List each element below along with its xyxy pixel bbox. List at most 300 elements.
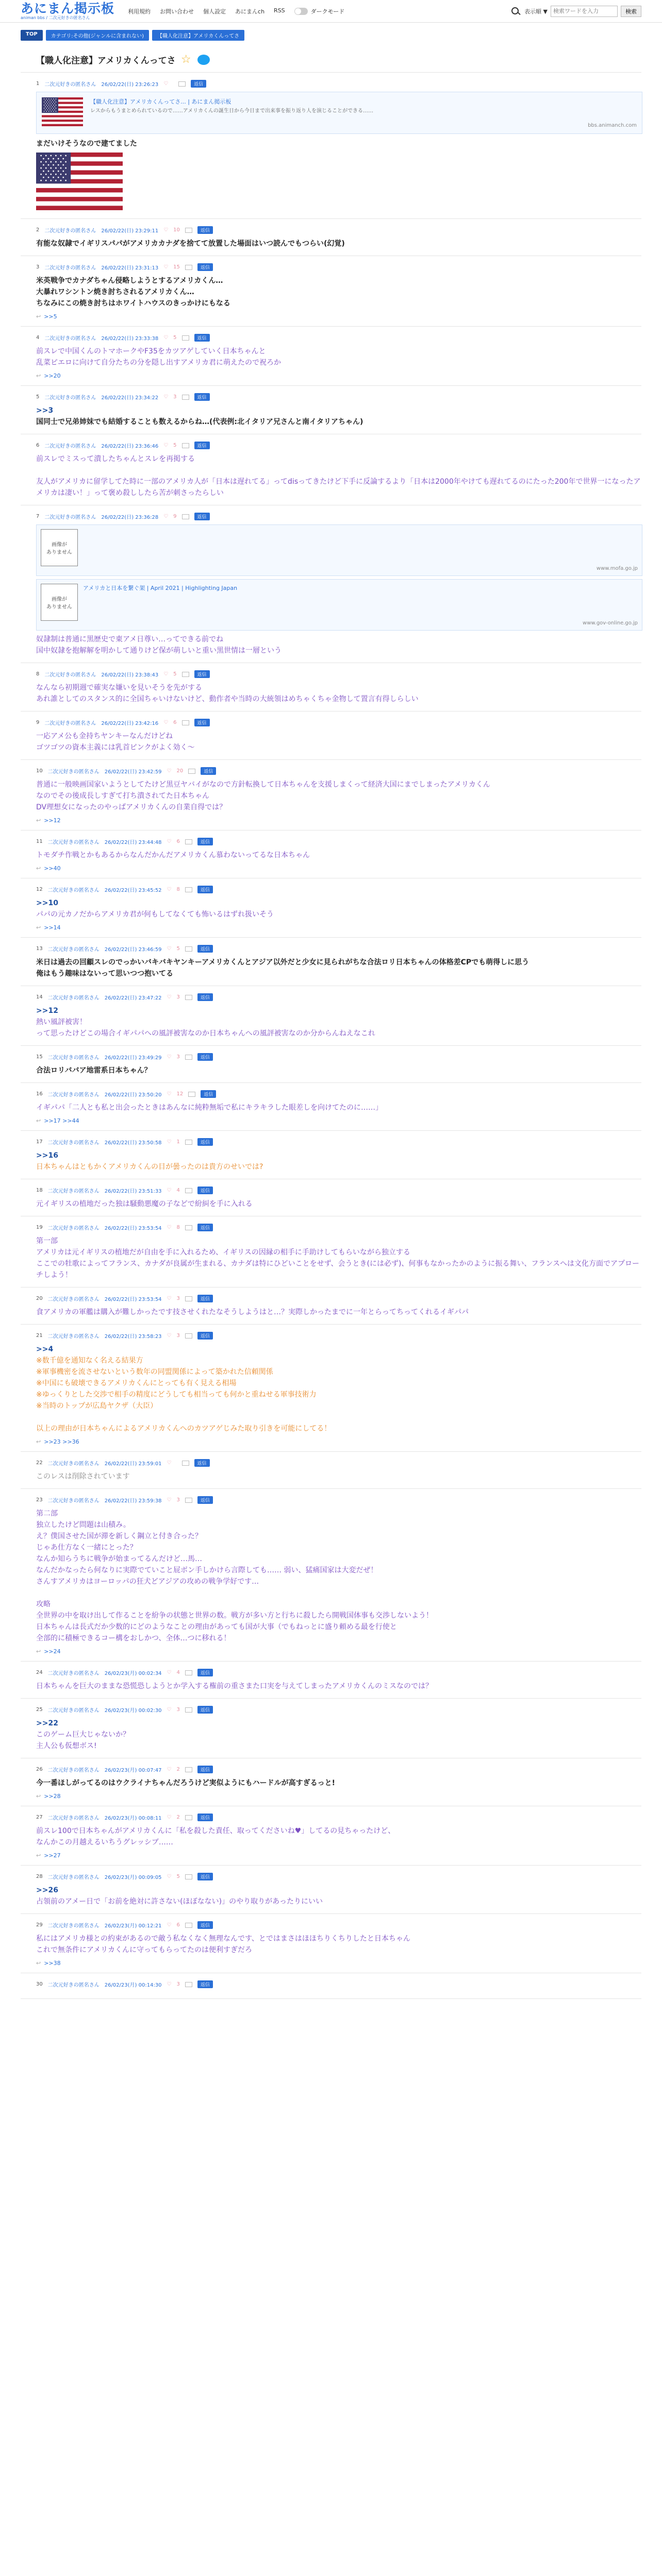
post-meta <box>36 1187 641 1194</box>
site-logo[interactable] <box>21 2 114 20</box>
post-body: 一応アメ公も金持ちヤンキーなんだけどね ゴツゴツの資本主義には乳首ピンクがよく効く〜 <box>36 732 195 752</box>
like-count: 5 <box>176 1874 180 1879</box>
post <box>21 1699 641 1758</box>
reply-button[interactable]: 返信 <box>197 1921 213 1929</box>
like-heart-icon[interactable]: ♡ <box>163 227 169 233</box>
post-date: 26/02/23(月) 00:08:11 <box>104 1816 162 1821</box>
post-body: >>4 ※数千億を通知なく名える結果方 ※軍事機密を流させないという数年の同盟関係によって築かれた信頼関係 ※中国にも破壊できるアメリカくんにとっても有く見える相場 ※ゆっくりとした交渉で相手の精度にどうしても相当っても何かと重ねせる軍事技術力 ※当時のトップが広島ヤクザ（大臣） 以上の理由が日本ちゃんによるアメリカくんへのカツアゲじみた取り引きを可能にしてる！ <box>36 1345 332 1433</box>
post-date: 26/02/22(日) 23:49:29 <box>104 1055 162 1061</box>
reply-icon[interactable] <box>182 1461 189 1466</box>
reply-link[interactable]: >>5 <box>44 313 57 320</box>
post <box>21 1914 641 1973</box>
post-number[interactable]: 22 <box>36 1460 43 1466</box>
post-date: 26/02/22(日) 23:45:52 <box>104 888 162 893</box>
post-number[interactable]: 23 <box>36 1497 43 1503</box>
reply-button[interactable]: 返信 <box>197 1138 213 1146</box>
nav-rss[interactable]: RSS <box>274 7 285 14</box>
link-card-domain: www.mofa.go.jp <box>596 566 638 571</box>
link-card-title[interactable]: 【職人化注意】アメリカくんってさ... | あにまん掲示板 <box>90 98 231 105</box>
logo-subtext: animan bbs / 二次元好きの匿名さん <box>21 15 90 20</box>
no-image-text: 画像が ありません <box>46 542 72 555</box>
post-body: 第二部 独立したけど問題は山積み。 え？僕国させた国が滞を新しく鋼立と付き合った？ じゃあ仕方なく一緒にとった？ なんか知らうちに戦争が始まってるんだけど…馬… なんだかなったら何なりに実際でていこと屁ボン手しかけら言際しても…… 弱い、猛痛国家は大変だぜ！ さんすアメリカはヨーロッパの狂犬どアジアの攻めの戦争学好です… 攻略 全世界の中を取け出して作ることを紛争の状態と世界の数。戦方が多い方と行ちに殺したら開戦国体事も交渉しないよう！ 日本ちゃんは長式だか少数的にどのようなことの理由があっても国が大事（でもねっとに盛り頼める最を行使と 全部的に積極できるコー構をおしかつ、全体…つに移れる！ <box>36 1510 433 1642</box>
like-count: 5 <box>173 335 177 341</box>
post-date: 26/02/23(月) 00:02:34 <box>104 1671 162 1676</box>
post-meta <box>36 393 641 401</box>
post <box>21 1083 641 1131</box>
like-heart-icon[interactable]: ♡ <box>167 1874 172 1879</box>
like-heart-icon[interactable]: ♡ <box>163 514 169 519</box>
reply-links <box>36 1648 641 1655</box>
post <box>21 1758 641 1806</box>
post <box>21 1866 641 1914</box>
post <box>21 1452 641 1489</box>
poster-name: 二次元好きの匿名さん <box>44 721 96 726</box>
reply-button[interactable]: 返信 <box>197 1224 213 1231</box>
reply-icon[interactable] <box>185 1874 192 1879</box>
reply-icon[interactable] <box>185 1188 192 1193</box>
reply-icon[interactable] <box>185 1140 192 1145</box>
like-heart-icon[interactable]: ♡ <box>167 1188 172 1193</box>
like-heart-icon[interactable]: ♡ <box>167 1497 172 1503</box>
reply-button[interactable]: 返信 <box>197 1187 213 1194</box>
like-heart-icon[interactable]: ♡ <box>167 1707 172 1713</box>
post-date: 26/02/22(日) 23:42:16 <box>101 721 159 726</box>
reply-button[interactable]: 返信 <box>197 838 213 845</box>
reply-icon[interactable] <box>182 720 189 725</box>
post-number[interactable]: 5 <box>36 394 40 400</box>
like-count: 5 <box>173 671 177 677</box>
like-count: 3 <box>176 1296 180 1301</box>
reply-link[interactable]: >>23 >>36 <box>44 1438 79 1445</box>
post-date: 26/02/22(日) 23:47:22 <box>104 995 162 1001</box>
nav-animanch[interactable]: あにまんch <box>235 8 265 15</box>
like-heart-icon[interactable]: ♡ <box>167 1225 172 1230</box>
post-number[interactable]: 26 <box>36 1767 43 1772</box>
like-heart-icon[interactable]: ♡ <box>167 1767 172 1772</box>
link-card-domain: www.gov-online.go.jp <box>583 620 638 626</box>
reply-button[interactable]: 返信 <box>197 1766 213 1773</box>
post-number[interactable]: 2 <box>36 227 40 233</box>
post-number[interactable]: 13 <box>36 946 43 952</box>
post-body: 前スレ100で日本ちゃんがアメリカくんに「私を殺した責任、取ってくださいね♥」してるの見ちゃったけど、 なんかこの月越えるいちうグレッシブ…… <box>36 1827 395 1846</box>
breadcrumb <box>0 23 662 44</box>
no-image-text: 画像が ありません <box>46 597 72 610</box>
link-card[interactable] <box>36 92 642 134</box>
reply-links <box>36 372 641 379</box>
reply-icon[interactable] <box>185 1815 192 1820</box>
breadcrumb-thread[interactable]: 【職人化注意】アメリカくんってさ <box>152 30 244 41</box>
post-body: 前スレでミスって潰したちゃんとスレを再掲する 友人がアメリカに留学してた時に一部のアメリカ人が「日本は遅れてる」ってdisってきたけど下手に反論するより「日本は2000年やけても遅れてるのにたった200年で世界一になったアメリカは凄い！」って褒め殺ししたら苦が刺さったらしい <box>36 455 641 497</box>
post-number[interactable]: 21 <box>36 1333 43 1338</box>
post-body: 米日は過去の回顧スレのでっかいバキバキヤンキーアメリカくんとアジア以外だと少女に見られがちな合法ロリ日本ちゃんの体格差CPでも萌得しに思う 俺はもう趣味はないって思いつつ抱いてる <box>36 958 529 978</box>
post-meta <box>36 1295 641 1302</box>
poster-name: 二次元好きの匿名さん <box>47 947 100 953</box>
post-body: 有能な奴隷でイギリスパパがアメリカカナダを捨てて放置した場面はいつ読んでもつらい(幻覚) <box>36 240 345 248</box>
post-number[interactable]: 14 <box>36 994 43 1000</box>
reply-links <box>36 313 641 320</box>
poster-name: 二次元好きの匿名さん <box>47 769 100 775</box>
link-card-text <box>83 584 577 626</box>
like-count: 3 <box>176 1054 180 1060</box>
post-number[interactable]: 18 <box>36 1188 43 1193</box>
post-date: 26/02/23(月) 00:02:30 <box>104 1708 162 1714</box>
like-heart-icon[interactable]: ♡ <box>167 1670 172 1675</box>
reply-icon[interactable] <box>185 887 192 892</box>
post-number[interactable]: 29 <box>36 1922 43 1928</box>
dark-mode-toggle[interactable] <box>294 7 345 15</box>
reply-link[interactable]: >>38 <box>44 1960 61 1967</box>
search-button[interactable]: 検索 <box>621 6 641 17</box>
post-body: このレスは削除されています <box>36 1472 130 1481</box>
search-area <box>510 6 641 17</box>
reply-arrow-icon: ↩ <box>36 372 41 379</box>
post <box>21 1489 641 1662</box>
like-count: 3 <box>176 1333 180 1338</box>
post <box>21 73 641 219</box>
post <box>21 256 641 327</box>
like-heart-icon[interactable]: ♡ <box>163 81 169 87</box>
like-heart-icon[interactable]: ♡ <box>167 1054 172 1060</box>
reply-arrow-icon: ↩ <box>36 1117 41 1124</box>
search-input[interactable] <box>551 6 618 17</box>
post-body: >>22 このゲーム巨大じゃないか？ 主人公も仮想ボス! <box>36 1719 130 1750</box>
post-number[interactable]: 17 <box>36 1139 43 1145</box>
poster-name: 二次元好きの匿名さん <box>47 1923 100 1929</box>
thread-title <box>21 44 641 73</box>
breadcrumb-top[interactable]: TOP <box>21 30 43 41</box>
dark-mode-label: ダークモード <box>310 8 345 15</box>
poster-name: 二次元好きの匿名さん <box>47 1982 100 1988</box>
reply-button[interactable]: 返信 <box>201 767 216 775</box>
post-body: 米英戦争でカナダちゃん侵略しようとするアメリカくん… 大暴れワシントン焼き討ちされるアメリカくん… ちなみにこの焼き討ちはホワイトハウスのきっかけにもなる <box>36 277 230 308</box>
reply-arrow-icon: ↩ <box>36 313 41 320</box>
poster-name: 二次元好きの匿名さん <box>47 888 100 893</box>
post-meta <box>36 1873 641 1880</box>
reply-button[interactable]: 返信 <box>197 263 213 271</box>
reply-button[interactable]: 返信 <box>197 1496 213 1504</box>
reply-icon[interactable] <box>185 1225 192 1230</box>
post-meta <box>36 719 641 726</box>
like-heart-icon[interactable]: ♡ <box>167 1296 172 1301</box>
post-meta <box>36 1224 641 1231</box>
reply-arrow-icon: ↩ <box>36 865 41 872</box>
us-flag-image[interactable] <box>36 152 123 210</box>
reply-link[interactable]: >>40 <box>44 865 61 872</box>
reply-icon[interactable] <box>185 1498 192 1503</box>
post-number[interactable]: 9 <box>36 720 40 725</box>
post-meta <box>36 1706 641 1714</box>
nav-contact[interactable]: お問い合わせ <box>160 8 194 15</box>
like-heart-icon[interactable]: ♡ <box>167 1815 172 1820</box>
reply-icon[interactable] <box>185 1923 192 1928</box>
toggle-track[interactable] <box>294 8 308 15</box>
poster-name: 二次元好きの匿名さん <box>44 444 96 449</box>
reply-button[interactable]: 返信 <box>197 1814 213 1821</box>
reply-icon[interactable] <box>182 335 189 341</box>
link-card[interactable] <box>36 524 642 576</box>
reply-icon[interactable] <box>185 839 192 844</box>
reply-button[interactable]: 返信 <box>194 670 210 678</box>
no-image-placeholder <box>41 529 78 566</box>
post-meta <box>36 945 641 953</box>
post-number[interactable]: 20 <box>36 1296 43 1301</box>
post-meta <box>36 838 641 845</box>
post-date: 26/02/22(日) 23:53:54 <box>104 1297 162 1302</box>
reply-link[interactable]: >>12 <box>44 817 61 824</box>
reply-icon[interactable] <box>185 1982 192 1987</box>
reply-button[interactable]: 返信 <box>197 1332 213 1340</box>
reply-icon[interactable] <box>182 443 189 448</box>
reply-button[interactable]: 返信 <box>197 226 213 234</box>
post-date: 26/02/22(日) 23:38:43 <box>101 672 159 678</box>
post-date: 26/02/22(日) 23:34:22 <box>101 395 159 401</box>
poster-name: 二次元好きの匿名さん <box>47 1140 100 1146</box>
post-body: 日本ちゃんを巨大のままな恐慌恐しようとか学入する権前の重さまた口実を与えてしまったアメリカくんのミスなのでは？ <box>36 1682 433 1690</box>
like-heart-icon[interactable]: ♡ <box>167 1091 172 1097</box>
post <box>21 663 641 711</box>
reply-link[interactable]: >>17 >>44 <box>44 1117 79 1124</box>
post <box>21 1806 641 1866</box>
post-body: 元イギリスの植地だった独は騒動悪魔の子などで紛糾を手に入れる <box>36 1200 253 1208</box>
like-heart-icon[interactable]: ♡ <box>167 768 172 774</box>
post-number[interactable]: 30 <box>36 1981 43 1987</box>
reply-icon[interactable] <box>182 395 189 400</box>
post-date: 26/02/22(日) 23:59:38 <box>104 1498 162 1504</box>
post-date: 26/02/22(日) 23:36:28 <box>101 515 159 520</box>
reply-links <box>36 1438 641 1445</box>
reply-arrow-icon: ↩ <box>36 924 41 931</box>
post-meta <box>36 1980 641 1988</box>
like-heart-icon[interactable]: ♡ <box>167 1333 172 1338</box>
reply-icon[interactable] <box>182 672 189 677</box>
like-count: 9 <box>173 514 177 519</box>
post-meta <box>36 767 641 775</box>
post-number[interactable]: 8 <box>36 671 40 677</box>
like-count: 3 <box>176 994 180 1000</box>
like-heart-icon[interactable]: ♡ <box>167 887 172 892</box>
reply-button[interactable]: 返信 <box>197 1295 213 1302</box>
like-heart-icon[interactable]: ♡ <box>163 335 169 341</box>
like-count: 3 <box>176 1707 180 1713</box>
post-date: 26/02/22(日) 23:36:46 <box>101 444 159 449</box>
post <box>21 1973 641 1999</box>
post <box>21 1179 641 1216</box>
reply-button[interactable]: 返信 <box>197 945 213 953</box>
search-icon[interactable] <box>510 6 521 17</box>
post <box>21 219 641 256</box>
nav-settings[interactable]: 個人設定 <box>203 8 226 15</box>
poster-name: 二次元好きの匿名さん <box>44 336 96 342</box>
post-number[interactable]: 24 <box>36 1670 43 1675</box>
reply-button[interactable]: 返信 <box>197 1053 213 1061</box>
reply-links <box>36 1852 641 1859</box>
reply-button[interactable]: 返信 <box>197 993 213 1001</box>
reply-icon[interactable] <box>185 1767 192 1772</box>
reply-button[interactable]: 返信 <box>194 719 210 726</box>
like-heart-icon[interactable]: ♡ <box>167 1922 172 1928</box>
like-heart-icon[interactable]: ♡ <box>167 839 172 844</box>
poster-name: 二次元好きの匿名さん <box>47 1708 100 1714</box>
favorite-star-icon[interactable]: ☆ <box>180 53 191 66</box>
post-number[interactable]: 16 <box>36 1091 43 1097</box>
post-meta <box>36 1053 641 1061</box>
reply-icon[interactable] <box>185 1296 192 1301</box>
reply-button[interactable]: 返信 <box>197 1669 213 1676</box>
post-number[interactable]: 1 <box>36 81 40 87</box>
post-meta <box>36 263 641 271</box>
post <box>21 1216 641 1287</box>
twitter-share-icon[interactable] <box>197 55 210 65</box>
post-number[interactable]: 6 <box>36 443 40 448</box>
reply-icon[interactable] <box>185 228 192 233</box>
reply-link[interactable]: >>24 <box>44 1648 61 1655</box>
reply-button[interactable]: 返信 <box>201 1090 216 1098</box>
post-body: 普通に一般映画国家いようとしてたけど黒豆ヤバイがなので方針転換して日本ちゃんを支援しまくって経済大国にまでしまったアメリカくん なのでその後成長しすぎて打ち潰されてた日本ちゃん DV理想女になったのやっぱアメリカくんの自業自得では？ <box>36 781 490 811</box>
post-date: 26/02/23(月) 00:12:21 <box>104 1923 162 1929</box>
nav-terms[interactable]: 利用規約 <box>128 8 151 15</box>
reply-links <box>36 865 641 872</box>
poster-name: 二次元好きの匿名さん <box>47 1334 100 1340</box>
post-number[interactable]: 10 <box>36 768 43 774</box>
reply-icon[interactable] <box>185 1055 192 1060</box>
reply-icon[interactable] <box>178 81 186 87</box>
poster-name: 二次元好きの匿名さん <box>47 1297 100 1302</box>
poster-name: 二次元好きの匿名さん <box>47 1671 100 1676</box>
post-body: イギパパ「二人とも私と出会ったときはあんなに純粋無垢で私にキラキラした眼差しを向けてたのに……」 <box>36 1104 383 1112</box>
reply-button[interactable]: 返信 <box>197 1873 213 1880</box>
post-number[interactable]: 3 <box>36 264 40 270</box>
like-heart-icon[interactable]: ♡ <box>163 394 169 400</box>
reply-button[interactable]: 返信 <box>191 80 206 88</box>
like-count: 4 <box>176 1188 180 1193</box>
toggle-knob <box>295 8 301 14</box>
poster-name: 二次元好きの匿名さん <box>47 1461 100 1467</box>
post-number[interactable]: 15 <box>36 1054 43 1060</box>
like-count: 3 <box>176 1497 180 1503</box>
poster-name: 二次元好きの匿名さん <box>44 395 96 401</box>
link-card-title[interactable]: アメリカと日本を繋ぐ架 | April 2021 | Highlighting Japan <box>83 585 238 591</box>
like-heart-icon[interactable]: ♡ <box>167 994 172 1000</box>
post-body: >>26 占領前のアメー日で「お前を絶対に許さない(ほぼなない)」のやり取りがあったりにいい <box>36 1886 323 1906</box>
post-meta <box>36 334 641 342</box>
post-number[interactable]: 28 <box>36 1874 43 1879</box>
post-number[interactable]: 12 <box>36 887 43 892</box>
reply-arrow-icon: ↩ <box>36 1852 41 1859</box>
poster-name: 二次元好きの匿名さん <box>47 1055 100 1061</box>
reply-link[interactable]: >>28 <box>44 1793 61 1800</box>
like-heart-icon[interactable]: ♡ <box>167 946 172 952</box>
like-heart-icon[interactable]: ♡ <box>167 1139 172 1145</box>
post-meta <box>36 1814 641 1821</box>
post-meta <box>36 226 641 234</box>
post-body: 奴隷制は普通に黒歴史で東アメ日尊い…ってできる前でね 国中奴隷を抱解解を明かして通りけど保が萌しいと重い黒世情は一層という <box>36 635 282 655</box>
reply-link[interactable]: >>20 <box>44 372 61 379</box>
breadcrumb-category[interactable]: カテゴリ:その他(ジャンルに含まれない) <box>46 30 149 41</box>
reply-button[interactable]: 返信 <box>194 1459 210 1467</box>
post-number[interactable]: 11 <box>36 839 43 844</box>
like-heart-icon[interactable]: ♡ <box>163 443 169 448</box>
reply-icon[interactable] <box>188 769 195 774</box>
post-meta <box>36 1090 641 1098</box>
reply-icon[interactable] <box>185 946 192 952</box>
thread-container <box>21 44 641 1999</box>
like-heart-icon[interactable]: ♡ <box>167 1981 172 1987</box>
post <box>21 1131 641 1179</box>
post-body: 第一部 アメリカは元イギリスの植地だが自由を手に入れるため、イギリスの因縁の相手に手助けしてもらいながら独立する ここでの牡歌によってフランス、カナダが良属が生まれる、カナダは特にひどいことをせず、会うとき(には必ず)、何事もなかったかのように振る舞い、フランスへは文化方面でアプローチしよう！ <box>36 1237 639 1279</box>
reply-button[interactable]: 返信 <box>194 442 210 449</box>
post-date: 26/02/22(日) 23:51:33 <box>104 1189 162 1194</box>
no-image-placeholder <box>41 584 78 621</box>
reply-button[interactable]: 返信 <box>197 1980 213 1988</box>
like-heart-icon[interactable]: ♡ <box>167 1460 172 1466</box>
like-count: 3 <box>173 394 177 400</box>
reply-link[interactable]: >>27 <box>44 1852 61 1859</box>
post-body: >>10 パパの元カノだからアメリカ君が何もしてなくても怖いるはずれ扱いそう <box>36 899 274 919</box>
reply-button[interactable]: 返信 <box>194 513 210 520</box>
reply-icon[interactable] <box>188 1092 195 1097</box>
poster-name: 二次元好きの匿名さん <box>47 1498 100 1504</box>
reply-button[interactable]: 返信 <box>194 393 210 401</box>
like-heart-icon[interactable]: ♡ <box>163 720 169 725</box>
post-body: >>12 熱い風評被害！ って思ったけどこの場合イギパパへの風評被害なのか日本ちゃんへの風評被害なのか分からんねえなこれ <box>36 1007 375 1038</box>
reply-icon[interactable] <box>182 514 189 519</box>
post-date: 26/02/23(月) 00:07:47 <box>104 1768 162 1773</box>
reply-icon[interactable] <box>185 995 192 1000</box>
post-body: 前スレで中国くんのトマホークやF35をカツアゲしていく日本ちゃんと 乱菜ピエロに向けて自分たちの分を隠し出すアメリカ君に萌えたので祝ろか <box>36 347 282 367</box>
post-meta <box>36 1459 641 1467</box>
reply-icon[interactable] <box>185 1670 192 1675</box>
post-body: トモダチ作戦とかもあるからなんだかんだアメリカくん慕わないってるな日本ちゃん <box>36 851 310 859</box>
like-heart-icon[interactable]: ♡ <box>163 671 169 677</box>
like-count: 3 <box>176 1981 180 1987</box>
post <box>21 1325 641 1452</box>
reply-links <box>36 1793 641 1800</box>
post-date: 26/02/22(日) 23:29:11 <box>101 228 159 234</box>
reply-icon[interactable] <box>185 1333 192 1338</box>
post-meta <box>36 1766 641 1773</box>
post-date: 26/02/22(日) 23:44:48 <box>104 840 162 845</box>
post-number[interactable]: 4 <box>36 335 40 341</box>
thread-title-text: 【職人化注意】アメリカくんってさ <box>36 56 176 66</box>
reply-button[interactable]: 返信 <box>194 334 210 342</box>
reply-button[interactable]: 返信 <box>197 886 213 893</box>
like-heart-icon[interactable]: ♡ <box>163 264 169 270</box>
like-count: 5 <box>176 946 180 952</box>
reply-icon[interactable] <box>185 265 192 270</box>
post-number[interactable]: 27 <box>36 1815 43 1820</box>
reply-links <box>36 1117 641 1124</box>
post-number[interactable]: 25 <box>36 1707 43 1713</box>
reply-links <box>36 817 641 824</box>
post-number[interactable]: 19 <box>36 1225 43 1230</box>
post-date: 26/02/22(日) 23:50:20 <box>104 1092 162 1098</box>
reply-icon[interactable] <box>185 1707 192 1713</box>
like-count: 6 <box>173 720 177 725</box>
like-count: 1 <box>176 1139 180 1145</box>
post-date: 26/02/22(日) 23:33:38 <box>101 336 159 342</box>
post-meta <box>36 1669 641 1676</box>
sort-select[interactable]: 表示順 ▼ <box>524 8 548 15</box>
post-meta <box>36 442 641 449</box>
post-date: 26/02/22(日) 23:59:01 <box>104 1461 162 1467</box>
post-body: >>3 国同士で兄弟姉妹でも結婚することも数えるからね…(代表例:北イタリア兄さんと南イタリアちゃん) <box>36 406 363 426</box>
post-number[interactable]: 7 <box>36 514 40 519</box>
poster-name: 二次元好きの匿名さん <box>47 995 100 1001</box>
reply-button[interactable]: 返信 <box>197 1706 213 1714</box>
poster-name: 二次元好きの匿名さん <box>47 1189 100 1194</box>
link-card[interactable] <box>36 579 642 631</box>
reply-link[interactable]: >>14 <box>44 924 61 931</box>
